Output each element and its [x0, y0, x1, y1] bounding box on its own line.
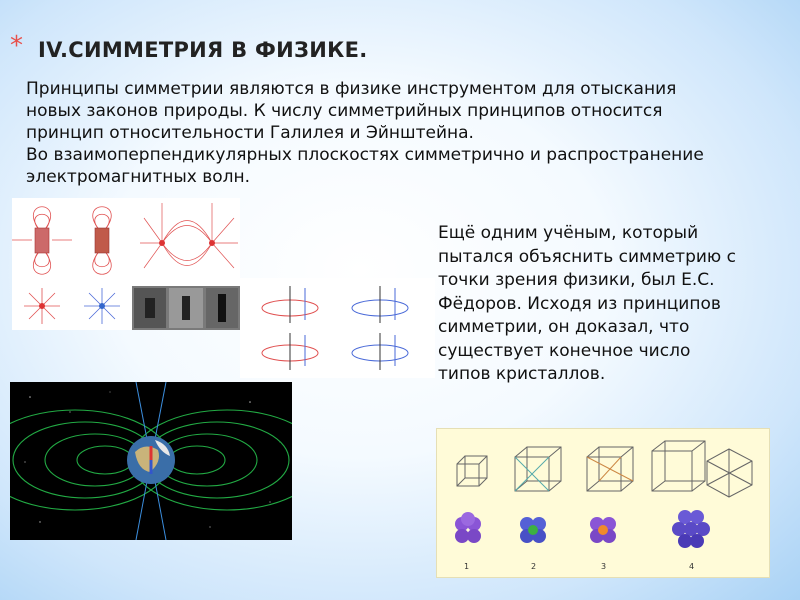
- earth-magnetic-field: [10, 382, 292, 540]
- crystal-lattices: [436, 428, 770, 578]
- side-line: пытался объяснить симметрию с: [438, 246, 736, 267]
- paragraph-line: Во взаимоперпендикулярных плоскостях симметрично и распространение: [26, 145, 704, 165]
- bullet-star-icon: *: [10, 31, 23, 61]
- crystal-label-2: 2: [531, 562, 537, 571]
- magnet-1: [35, 228, 49, 253]
- fedorov-paragraph: [438, 222, 778, 387]
- earth-field-illustration: [10, 382, 292, 540]
- field-lines-illustration: [12, 198, 240, 330]
- crystal-lattices-illustration: [437, 429, 769, 577]
- paragraph-line: электромагнитных волн.: [26, 167, 251, 187]
- side-line: симметрии, он доказал, что: [438, 317, 690, 337]
- vector-diagrams: [240, 278, 435, 378]
- field-lines-collage: [12, 198, 240, 330]
- paragraph-line: Принципы симметрии являются в физике инструментом для отыскания: [26, 79, 677, 99]
- lattice-frames: [457, 441, 752, 497]
- sphere-packings: [455, 510, 710, 548]
- paragraph-line: принцип относительности Галилея и Эйнштейна.: [26, 123, 474, 143]
- crystal-label-4: 4: [689, 562, 695, 571]
- side-line: типов кристаллов.: [438, 364, 606, 384]
- side-line: точки зрения физики, был Е.С.: [438, 270, 715, 290]
- slide-title: IV.СИММЕТРИЯ В ФИЗИКЕ.: [38, 38, 368, 62]
- magnet-2: [95, 228, 109, 253]
- vector-diagrams-illustration: [240, 278, 435, 378]
- intro-paragraph: [26, 78, 786, 188]
- paragraph-line: новых законов природы. К числу симметрийных принципов относится: [26, 101, 663, 121]
- side-line: существует конечное число: [438, 340, 691, 361]
- crystal-label-3: 3: [601, 562, 607, 571]
- side-line: Ещё одним учёным, который: [438, 223, 699, 243]
- crystal-label-1: 1: [464, 562, 470, 571]
- side-line: Фёдоров. Исходя из принципов: [438, 293, 721, 314]
